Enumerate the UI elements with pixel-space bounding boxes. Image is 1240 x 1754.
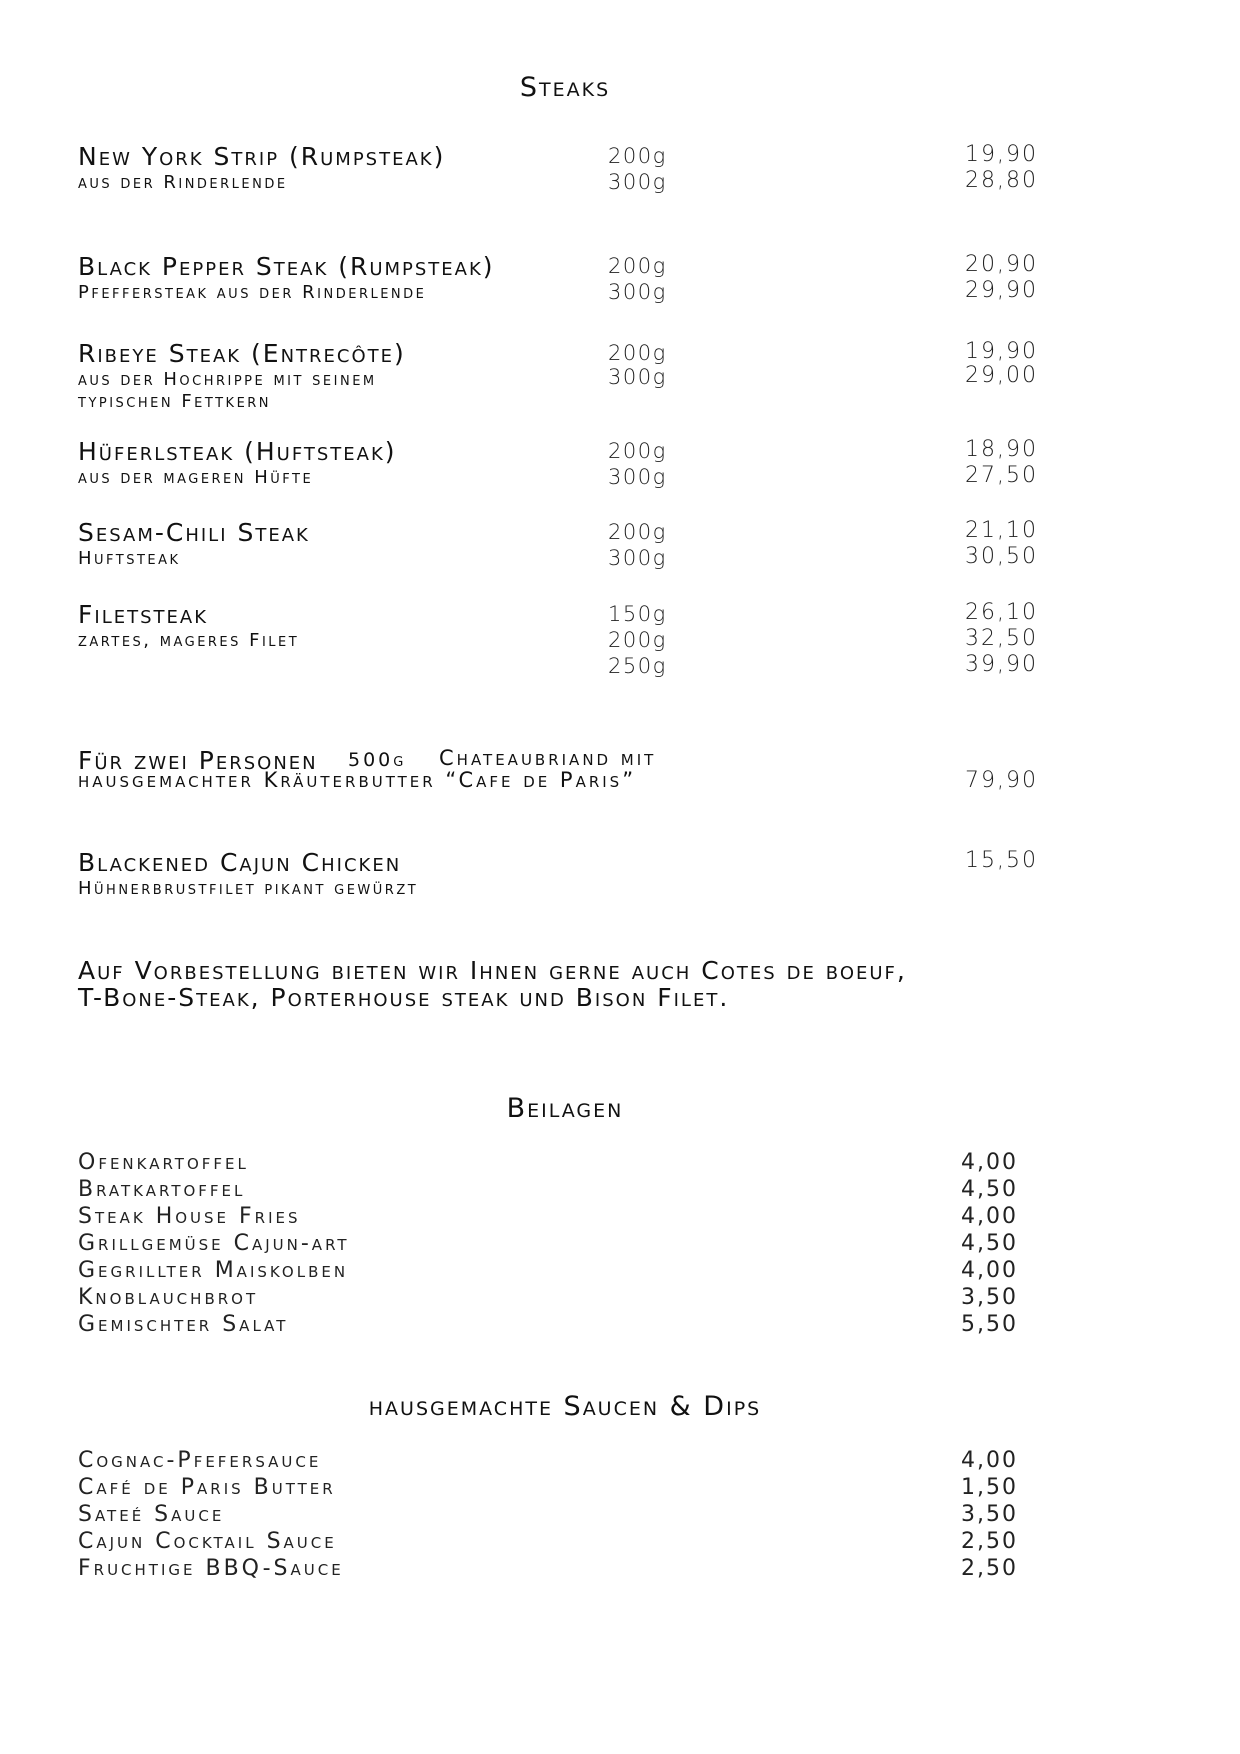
sauce-item-name: Fruchtige BBQ-Sauce [78,1556,344,1581]
item-price: 27,50 [965,463,1038,488]
item-name: Ribeye Steak (Entrecôte) [78,339,406,368]
item-weight: 200g [608,439,667,463]
item-description: Huftsteak [78,548,181,569]
item-price: 20,90 [965,252,1038,277]
side-item [78,1177,1018,1205]
item-weight: 200g [608,254,667,278]
sides-heading: Beilagen [506,1093,624,1124]
item-price: 30,50 [965,544,1038,569]
side-item-price: 5,50 [961,1312,1018,1337]
side-item-name: Gegrillter Maiskolben [78,1258,349,1283]
item-description: aus der Hochrippe mit seinem [78,369,377,390]
chicken-name: Blackened Cajun Chicken [78,848,402,877]
side-item-price: 4,50 [961,1231,1018,1256]
item-weight: 300g [608,465,667,489]
menu-item [78,437,1038,489]
item-weight: 300g [608,365,667,389]
item-weight: 300g [608,170,667,194]
side-item-name: Knoblauchbrot [78,1285,259,1310]
item-weight: 200g [608,341,667,365]
item-price: 19,90 [965,339,1038,364]
steaks-heading: Steaks [519,72,611,103]
for-two-text-line2: hausgemachter Kräuterbutter “Cafe de Paris” [78,768,637,792]
menu-item-chicken [78,848,1038,899]
menu-item [78,339,1038,412]
item-description: aus der mageren Hüfte [78,467,314,488]
sauce-item [78,1475,1018,1503]
item-weight: 250g [608,654,667,678]
for-two-text-line1: Chateaubriand mit [439,746,657,770]
item-name: Sesam-Chili Steak [78,518,310,547]
side-item [78,1312,1018,1340]
item-price: 21,10 [965,518,1038,543]
item-description: zartes, mageres Filet [78,630,300,651]
for-two-weight: 500g [348,749,407,771]
side-item [78,1285,1018,1313]
sauce-item [78,1502,1018,1530]
item-weight: 200g [608,628,667,652]
side-item-name: Gemischter Salat [78,1312,289,1337]
side-item-name: Bratkartoffel [78,1177,246,1202]
item-price: 26,10 [965,600,1038,625]
side-item-price: 4,50 [961,1177,1018,1202]
side-item-price: 4,00 [961,1150,1018,1175]
item-price: 18,90 [965,437,1038,462]
preorder-note-line2: T-Bone-Steak, Porterhouse steak und Bison Filet. [78,983,730,1012]
sauce-item [78,1448,1018,1476]
side-item-name: Ofenkartoffel [78,1150,249,1175]
item-name: Black Pepper Steak (Rumpsteak) [78,252,495,281]
item-name: Filetsteak [78,600,208,629]
item-price: 28,80 [965,168,1038,193]
for-two-title: Für zwei Personen [78,746,318,775]
sauce-item [78,1529,1018,1557]
item-description: Pfeffersteak aus der Rinderlende [78,282,427,303]
menu-item-for-two [78,746,1038,806]
sauce-item-name: Café de Paris Butter [78,1475,336,1500]
side-item [78,1204,1018,1232]
item-description: aus der Rinderlende [78,172,288,193]
menu-item [78,518,1038,570]
item-weight: 300g [608,280,667,304]
item-weight: 200g [608,144,667,168]
side-item-name: Steak House Fries [78,1204,301,1229]
menu-item [78,142,1038,194]
item-weight: 150g [608,602,667,626]
for-two-price: 79,90 [965,768,1038,793]
chicken-description: Hühnerbrustfilet pikant gewürzt [78,878,419,899]
sauce-item-price: 2,50 [961,1529,1018,1554]
side-item [78,1150,1018,1178]
item-price: 39,90 [965,652,1038,677]
side-item-price: 3,50 [961,1285,1018,1310]
sauce-item-name: Sateé Sauce [78,1502,225,1527]
side-item-name: Grillgemüse Cajun-art [78,1231,350,1256]
menu-item [78,252,1038,304]
sauce-item-name: Cognac-Pfefersauce [78,1448,322,1473]
sauce-item-price: 2,50 [961,1556,1018,1581]
item-name: New York Strip (Rumpsteak) [78,142,446,171]
item-price: 29,00 [965,363,1038,388]
sauce-item [78,1556,1018,1584]
sauce-item-name: Cajun Cocktail Sauce [78,1529,337,1554]
side-item-price: 4,00 [961,1258,1018,1283]
item-price: 19,90 [965,142,1038,167]
side-item-price: 4,00 [961,1204,1018,1229]
sauces-heading: hausgemachte Saucen & Dips [368,1391,762,1422]
preorder-note-line1: Auf Vorbestellung bieten wir Ihnen gerne auch Cotes de boeuf, [78,956,907,985]
chicken-price: 15,50 [965,848,1038,873]
item-price: 29,90 [965,278,1038,303]
sauce-item-price: 1,50 [961,1475,1018,1500]
menu-item [78,600,1038,678]
sauce-item-price: 3,50 [961,1502,1018,1527]
sauce-item-price: 4,00 [961,1448,1018,1473]
item-price: 32,50 [965,626,1038,651]
side-item [78,1258,1018,1286]
item-weight: 300g [608,546,667,570]
side-item [78,1231,1018,1259]
item-name: Hüferlsteak (Huftsteak) [78,437,397,466]
item-description-line2: typischen Fettkern [78,391,272,412]
item-weight: 200g [608,520,667,544]
